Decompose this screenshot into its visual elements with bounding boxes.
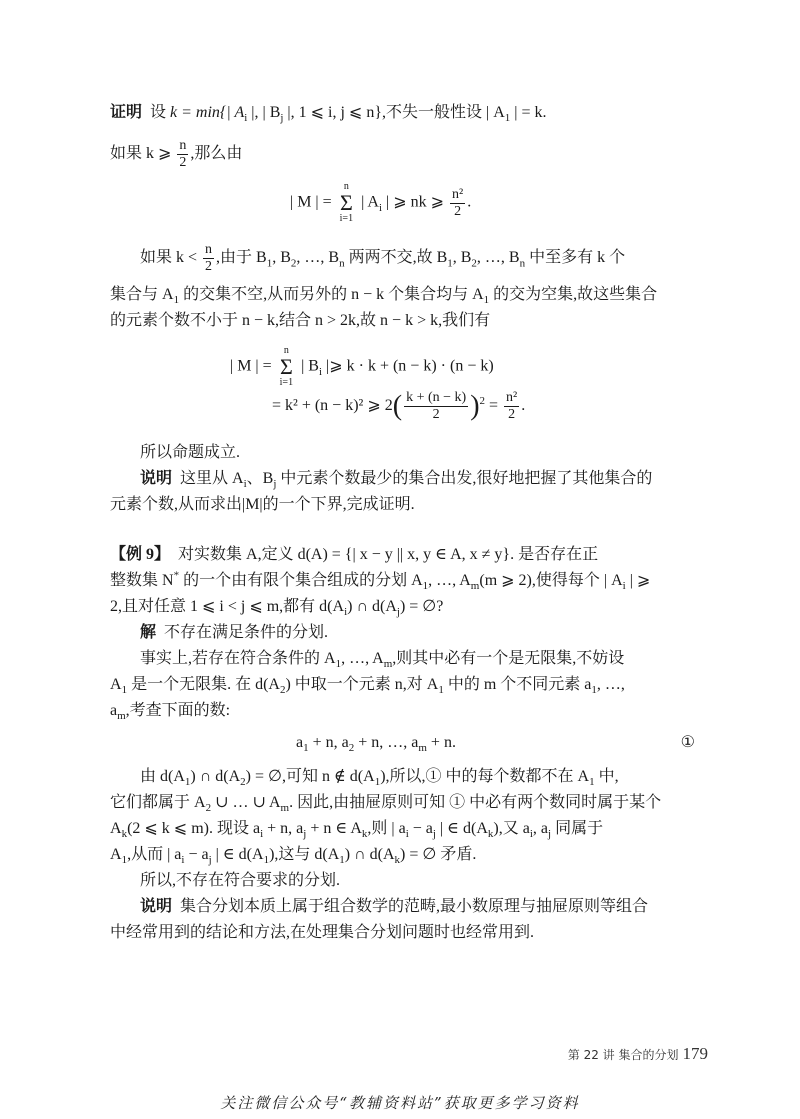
text: ,考查下面的数:: [125, 702, 231, 719]
text: 中经常用到的结论和方法,在处理集合分划问题时也经常用到.: [110, 924, 535, 941]
example-line-1: [110, 542, 710, 568]
note1-line-2: [110, 492, 710, 518]
proof-line-1: 证明 设 k = min{| $A_i$ |, | $B_j$ |, 1 ⩽ i, j ⩽ n},不失一般性设 | $A_1$ | = k.: [110, 104, 547, 125]
text: ),所以,① 中的每个数都不在 A: [380, 768, 590, 785]
solution-line-8: $A_1$,从而 | $a_i - a_j$ | ∈ $d(A_1)$,这与 $d(A_1)$ ∩ $d(A_k)$ = ∅ 矛盾.: [110, 846, 477, 867]
math: + n.: [426, 734, 456, 751]
text: ) = ∅ 矛盾.: [400, 846, 477, 863]
proof-line-2: [110, 138, 710, 171]
text: ,那么由: [190, 145, 243, 163]
text: . 因此,由抽屉原则可知 ① 中必有两个数同时属于某个: [289, 794, 662, 811]
fraction: $\frac{n}{2}$: [179, 138, 187, 170]
proof-line-3: 如果 k < $\frac{n}{2}$ ,由于 $B_1$, $B_2$, …, $B_n$ 两两不交,故 $B_1$, $B_2$, …, $B_n$ 中至多有 k 个: [140, 242, 626, 274]
text: a: [110, 702, 118, 719]
example-line-2: 整数集 N* 的一个由有限个集合组成的分划 $A_1$, …, $A_m(m$ ⩾ 2),使得每个 | $A_i$ | ⩾: [110, 569, 651, 593]
math: | B: [297, 357, 319, 375]
text: , B: [272, 249, 291, 267]
text: ,从而 | a: [127, 846, 182, 863]
solution-line-5: 由 $d(A_1)$ ∩ $d(A_2)$ = ∅,可知 n ∉ $d(A_1)$,所以,① 中的每个数都不在 $A_1$ 中,: [140, 768, 619, 789]
text: 是一个无限集. 在 d(A: [127, 676, 280, 693]
text: | ∈ d(A: [435, 820, 488, 837]
sum-symbol: n Σ i=1: [279, 345, 294, 388]
proof-conclusion: [140, 440, 740, 466]
text: ,则其中必有一个是无限集,不妨设: [392, 650, 625, 667]
text: | = k.: [510, 104, 547, 121]
text: ),又 a: [493, 820, 530, 837]
text: A: [110, 846, 122, 863]
text: 整数集 N: [110, 572, 174, 589]
text: , …,: [596, 676, 625, 693]
text: ) ∩ d(A: [190, 768, 241, 785]
example-label: 【例 9】: [110, 546, 171, 563]
text: 对实数集 A,定义 d(A) = {| x − y || x, y ∈ A, x ≠ y}. 是否存在正: [178, 546, 599, 563]
chapter-title: 第 22 讲 集合的分划: [567, 1048, 679, 1062]
text: + n ∈ A: [306, 820, 362, 837]
text: 中的 m 个不同元素 a: [443, 676, 592, 693]
solution-label: 解: [140, 624, 157, 641]
text: , …, B: [296, 249, 340, 267]
text: ) = ∅?: [399, 598, 444, 615]
watermark: 关注微信公众号“教辅资料站”获取更多学习资料: [220, 1094, 580, 1112]
text: 事实上,若存在符合条件的 A: [140, 650, 336, 667]
text: 的一个由有限个集合组成的分划 A: [179, 572, 423, 589]
fraction: $\frac{n}{2}$: [205, 242, 213, 274]
fraction: $\frac{k + (n - k)}{2}$: [406, 390, 467, 422]
text: 同属于: [551, 820, 604, 837]
text: 2,且对任意 1 ⩽ i < j ⩽ m,都有 d(A: [110, 598, 345, 615]
text: (m ⩾ 2),使得每个 | A: [479, 572, 623, 589]
equation-1: | M | = n Σ i=1 | $A_i$ | ⩾ nk ⩾ $\frac{\text{n²}}{2}$ .: [290, 181, 472, 224]
note2-line-2: [110, 920, 710, 946]
text: , …, A: [428, 572, 471, 589]
text: | ∈ d(A: [211, 846, 264, 863]
solution-line-1: [140, 620, 740, 646]
example-line-3: 2,且对任意 1 ⩽ i < j ⩽ m,都有 $d(A_i)$ ∩ $d(A_j)$ = ∅?: [110, 598, 444, 619]
solution-line-6: 它们都属于 $A_2$ ∪ … ∪ $A_m$. 因此,由抽屉原则可知 ① 中必有两个数同时属于某个: [110, 794, 662, 815]
note2-line-1: [140, 894, 740, 920]
text: |, 1 ⩽ i, j ⩽ n},不失一般性设 | A: [283, 104, 505, 121]
math: | M | =: [290, 193, 336, 211]
text: 的元素个数不小于 n − k,结合 n > 2k,故 n − k > k,我们有: [110, 312, 491, 329]
note1-label: 说明: [140, 470, 173, 487]
math: | ⩾ nk ⩾: [382, 193, 449, 211]
text: 所以命题成立.: [140, 444, 241, 461]
equation-marker: ①: [680, 734, 695, 751]
equation-4: $a_1 + n$, $a_2 + n$, …, $a_m + n$.: [296, 734, 456, 755]
text: 所以,不存在符合要求的分划.: [140, 872, 341, 889]
equation-3: = k² + (n − k)² ⩾ 2( $\frac{k + (n - k)}{2}$ )$^2$ = $\frac{\text{n²}}{2}$ .: [272, 390, 526, 422]
text: ) = ∅,可知 n ∉ d(A: [245, 768, 375, 785]
math: =: [485, 397, 503, 415]
text: , a: [532, 820, 548, 837]
text: 中至多有 k 个: [525, 249, 626, 267]
equation-2: | M | = n Σ i=1 | $B_i$ |⩾ k · k + (n − k) · (n − k): [230, 345, 494, 388]
text: + n, a: [263, 820, 304, 837]
math: k = min{| A: [170, 104, 245, 121]
note1-line-1: 说明 这里从 $A_i$、$B_j$ 中元素个数最少的集合出发,很好地把握了其他集合的: [140, 470, 653, 491]
sum-symbol: n Σ i=1: [339, 181, 354, 224]
page-number: 179: [682, 1044, 708, 1063]
text: 两两不交,故 B: [344, 249, 448, 267]
text: 中元素个数最少的集合出发,很好地把握了其他集合的: [276, 470, 653, 487]
text: ),这与 d(A: [269, 846, 340, 863]
text: 由 d(A: [140, 768, 185, 785]
solution-line-3: $A_1$ 是一个无限集. 在 $d(A_2)$ 中取一个元素 n,对 $A_1$ 中的 m 个不同元素 $a_1$, …,: [110, 676, 625, 697]
solution-conclusion: [140, 868, 740, 894]
math: + n, …, a: [354, 734, 419, 751]
solution-line-4: $a_m$,考查下面的数:: [110, 702, 231, 723]
page-footer: [568, 1044, 708, 1064]
fraction: $\frac{\text{n²}}{2}$: [506, 390, 518, 422]
text: 的交为空集,故这些集合: [489, 286, 658, 303]
text: A: [110, 820, 122, 837]
text: − a: [184, 846, 209, 863]
text: , …, A: [341, 650, 384, 667]
text: 它们都属于 A: [110, 794, 206, 811]
fraction: $\frac{\text{n²}}{2}$: [452, 186, 464, 219]
text: 集合与 A: [110, 286, 174, 303]
math: + n, a: [308, 734, 349, 751]
text: 中,: [594, 768, 619, 785]
text: ,则 | a: [367, 820, 406, 837]
text: ∪ … ∪ A: [211, 794, 281, 811]
text: 的交集不空,从而另外的 n − k 个集合均与 A: [179, 286, 484, 303]
math: | A: [357, 193, 379, 211]
proof-line-4: 集合与 $A_1$ 的交集不空,从而另外的 n − k 个集合均与 $A_1$ 的交为空集,故这些集合: [110, 286, 658, 307]
text: 如果 k ⩾: [110, 145, 176, 163]
text: 、B: [246, 470, 274, 487]
text: 这里从 A: [180, 470, 244, 487]
text: | ⩾: [625, 572, 651, 589]
text: (2 ⩽ k ⩽ m). 现设 a: [127, 820, 261, 837]
math: = k² + (n − k)² ⩾ 2: [272, 397, 393, 415]
proof-line-5: [110, 308, 710, 334]
text: ) 中取一个元素 n,对 A: [285, 676, 439, 693]
note2-label: 说明: [140, 898, 173, 915]
math: a: [296, 734, 304, 751]
text: ) ∩ d(A: [344, 846, 395, 863]
text: 设: [150, 104, 171, 121]
solution-line-7: $A_k(2$ ⩽ k ⩽ m). 现设 $a_i + n$, $a_j + n$ ∈ $A_k$,则 | $a_i - a_j$ | ∈ $d(A_k)$,又 $a_i$, $a_j$ 同属于: [110, 820, 604, 841]
math: | M | =: [230, 357, 276, 375]
math: |⩾ k · k + (n − k) · (n − k): [322, 357, 494, 375]
text: 如果 k <: [140, 249, 202, 267]
solution-line-2: 事实上,若存在符合条件的 $A_1$, …, $A_m$,则其中必有一个是无限集,不妨设: [140, 650, 625, 671]
proof-label: 证明: [110, 104, 143, 121]
text: 不存在满足条件的分划.: [164, 624, 329, 641]
text: − a: [408, 820, 433, 837]
text: 元素个数,从而求出|M|的一个下界,完成证明.: [110, 496, 415, 513]
text: A: [110, 676, 122, 693]
text: ,由于 B: [216, 249, 267, 267]
text: |, | B: [247, 104, 281, 121]
text: 集合分划本质上属于组合数学的范畴,最小数原理与抽屉原则等组合: [180, 898, 649, 915]
text: ) ∩ d(A: [347, 598, 397, 615]
